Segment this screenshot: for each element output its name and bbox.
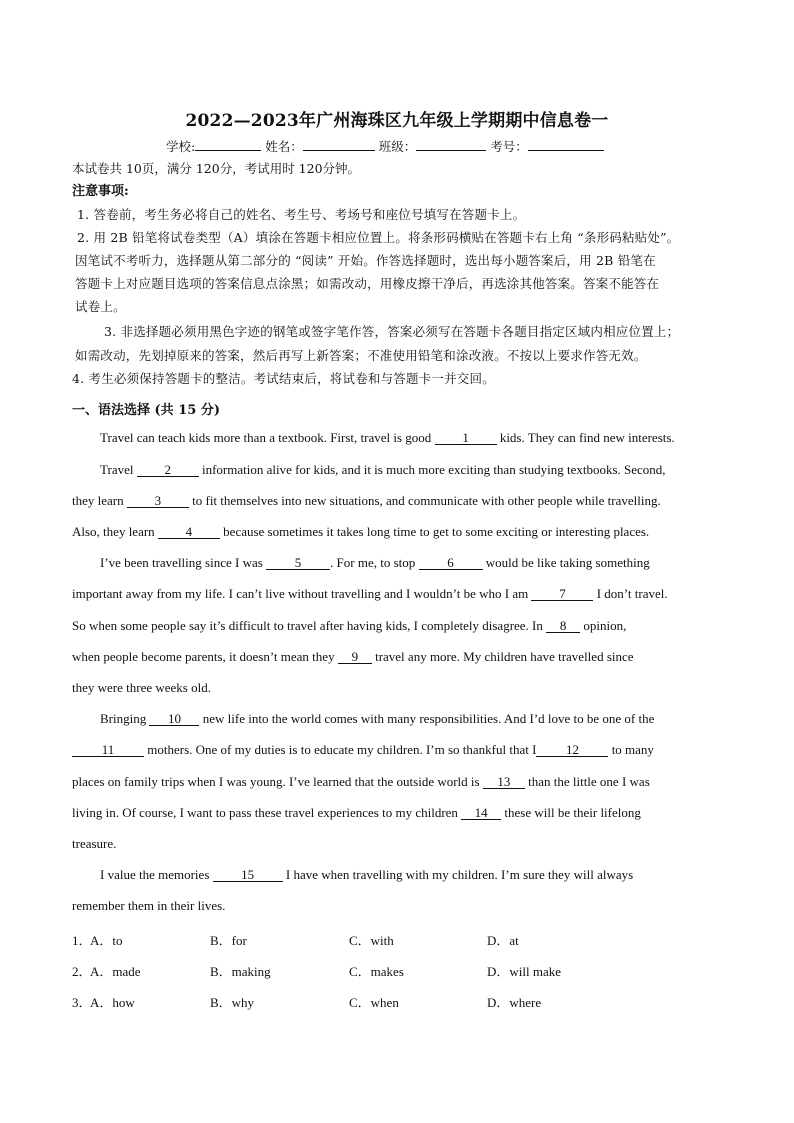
class-label: 班级：	[378, 139, 417, 154]
passage-text: opinion,	[580, 618, 627, 633]
passage-text: important away from my life. I can’t live without travelling and I wouldn’t be who I am	[72, 586, 532, 601]
passage-text: Travel can teach kids more than a textbook. First, travel is good	[100, 430, 435, 445]
passage-text: than the little one I was	[524, 774, 650, 789]
answer-option[interactable]: D．will make	[487, 964, 562, 979]
exam-title: 2022—2023年广州海珠区九年级上学期期中信息卷一	[185, 111, 609, 131]
note-line: 4. 考生必须保持答题卡的整洁。考试结束后，将试卷和与答题卡一并交回。	[72, 371, 495, 386]
passage-text: when people become parents, it doesn’t mean they	[72, 649, 338, 664]
passage-line	[72, 524, 649, 540]
passage-text: would be like taking something	[482, 555, 650, 570]
blank-7[interactable]: 7	[531, 587, 593, 601]
blank-10[interactable]: 10	[149, 712, 199, 726]
passage-text: . For me, to stop	[330, 555, 419, 570]
note-line: 如需改动，先划掉原来的答案，然后再写上新答案；不准使用铅笔和涂改液。不按以上要求作答无效。	[75, 348, 647, 363]
note-line: 3. 非选择题必须用黑色字迹的钢笔或签字笔作答，答案必须写在答题卡各题目指定区域内相应位置上；	[104, 324, 680, 339]
passage-line	[100, 867, 633, 883]
passage-line	[100, 430, 675, 446]
note-line: 因笔试不考听力，选择题从第二部分的 “阅读” 开始。作答选择题时，选出每小题答案后，用 2B 铅笔在	[75, 253, 656, 268]
school-label: 学校:	[166, 139, 196, 154]
passage-text: mothers. One of my duties is to educate my children. I’m so thankful that I	[144, 742, 537, 757]
passage-text: these will be their lifelong	[501, 805, 641, 820]
blank-12[interactable]: 12	[536, 743, 608, 757]
blank-13[interactable]: 13	[483, 775, 525, 789]
passage-text: treasure.	[72, 836, 117, 851]
passage-line	[100, 555, 650, 571]
question-number: 1．	[72, 933, 92, 948]
answer-option[interactable]: A．to	[90, 933, 123, 948]
passage-text: Travel	[100, 462, 137, 477]
passage-text: Also, they learn	[72, 524, 158, 539]
passage-line	[72, 774, 650, 790]
blank-2[interactable]: 2	[137, 463, 199, 477]
answer-option[interactable]: D．at	[487, 933, 519, 948]
passage-text: So when some people say it’s difficult to travel after having kids, I completely disagree. In	[72, 618, 547, 633]
blank-11[interactable]: 11	[72, 743, 144, 757]
exam-intro: 本试卷共 10页，满分 120分，考试用时 120分钟。	[72, 161, 361, 176]
answer-option[interactable]: D．where	[487, 995, 542, 1010]
blank-15[interactable]: 15	[213, 868, 283, 882]
exam-number-label: 考号：	[490, 139, 528, 154]
passage-text: travel any more. My children have travelled since	[371, 649, 634, 664]
answer-option[interactable]: C．when	[349, 995, 399, 1010]
answer-option[interactable]: A．how	[90, 995, 135, 1010]
passage-text: to many	[608, 742, 654, 757]
blank-6[interactable]: 6	[419, 556, 483, 570]
answer-option[interactable]: C．makes	[349, 964, 404, 979]
passage-text: they learn	[72, 493, 127, 508]
school-field[interactable]	[195, 137, 261, 151]
passage-line	[72, 618, 626, 634]
class-field[interactable]	[416, 137, 486, 151]
notes-title: 注意事项:	[72, 184, 129, 199]
name-label: 姓名：	[265, 139, 303, 154]
answer-option[interactable]: A．made	[90, 964, 141, 979]
passage-line	[72, 742, 654, 758]
passage-text: I don’t travel.	[593, 586, 668, 601]
note-line: 2. 用 2B 铅笔将试卷类型（A）填涂在答题卡相应位置上。将条形码横贴在答题卡右上角 “条形码粘贴处”。	[77, 230, 680, 245]
passage-text: I value the memories	[100, 867, 213, 882]
passage-line	[72, 836, 116, 852]
passage-line	[72, 898, 225, 914]
note-line: 1. 答卷前，考生务必将自己的姓名、考生号、考场号和座位号填写在答题卡上。	[77, 207, 526, 222]
blank-9[interactable]: 9	[338, 650, 372, 664]
question-number: 3．	[72, 995, 92, 1010]
passage-text: because sometimes it takes long time to get to some exciting or interesting places.	[219, 524, 650, 539]
answer-option[interactable]: C．with	[349, 933, 394, 948]
blank-4[interactable]: 4	[158, 525, 220, 539]
passage-text: new life into the world comes with many responsibilities. And I’d love to be one of the	[199, 711, 655, 726]
exam-number-field[interactable]	[528, 137, 604, 151]
passage-line	[72, 805, 641, 821]
question-number: 2．	[72, 964, 92, 979]
passage-text: to fit themselves into new situations, and communicate with other people while travelling.	[188, 493, 661, 508]
passage-line	[72, 586, 668, 602]
passage-line	[100, 462, 666, 478]
student-info-row	[166, 137, 604, 155]
blank-3[interactable]: 3	[127, 494, 189, 508]
passage-text: living in. Of course, I want to pass these travel experiences to my children	[72, 805, 462, 820]
passage-line	[100, 711, 654, 727]
note-line: 试卷上。	[75, 299, 126, 314]
passage-text: Bringing	[100, 711, 150, 726]
passage-text: information alive for kids, and it is much more exciting than studying textbooks. Second,	[198, 462, 666, 477]
passage-text: kids. They can find new interests.	[496, 430, 675, 445]
passage-text: they were three weeks old.	[72, 680, 211, 695]
passage-line	[72, 649, 634, 665]
section-title: 一、语法选择 (共 15 分)	[72, 403, 220, 418]
passage-text: I have when travelling with my children. I’m sure they will always	[282, 867, 634, 882]
answer-option[interactable]: B．for	[210, 933, 247, 948]
passage-text: I’ve been travelling since I was	[100, 555, 267, 570]
blank-1[interactable]: 1	[435, 431, 497, 445]
passage-line	[72, 493, 661, 509]
answer-option[interactable]: B．why	[210, 995, 255, 1010]
note-line: 答题卡上对应题目选项的答案信息点涂黑；如需改动，用橡皮擦干净后，再选涂其他答案。答案不能答在	[75, 276, 660, 291]
passage-line	[72, 680, 211, 696]
name-field[interactable]	[303, 137, 375, 151]
passage-text: places on family trips when I was young. I’ve learned that the outside world is	[72, 774, 483, 789]
blank-5[interactable]: 5	[266, 556, 330, 570]
passage-text: remember them in their lives.	[72, 898, 226, 913]
blank-14[interactable]: 14	[461, 806, 501, 820]
blank-8[interactable]: 8	[546, 619, 580, 633]
answer-option[interactable]: B．making	[210, 964, 271, 979]
